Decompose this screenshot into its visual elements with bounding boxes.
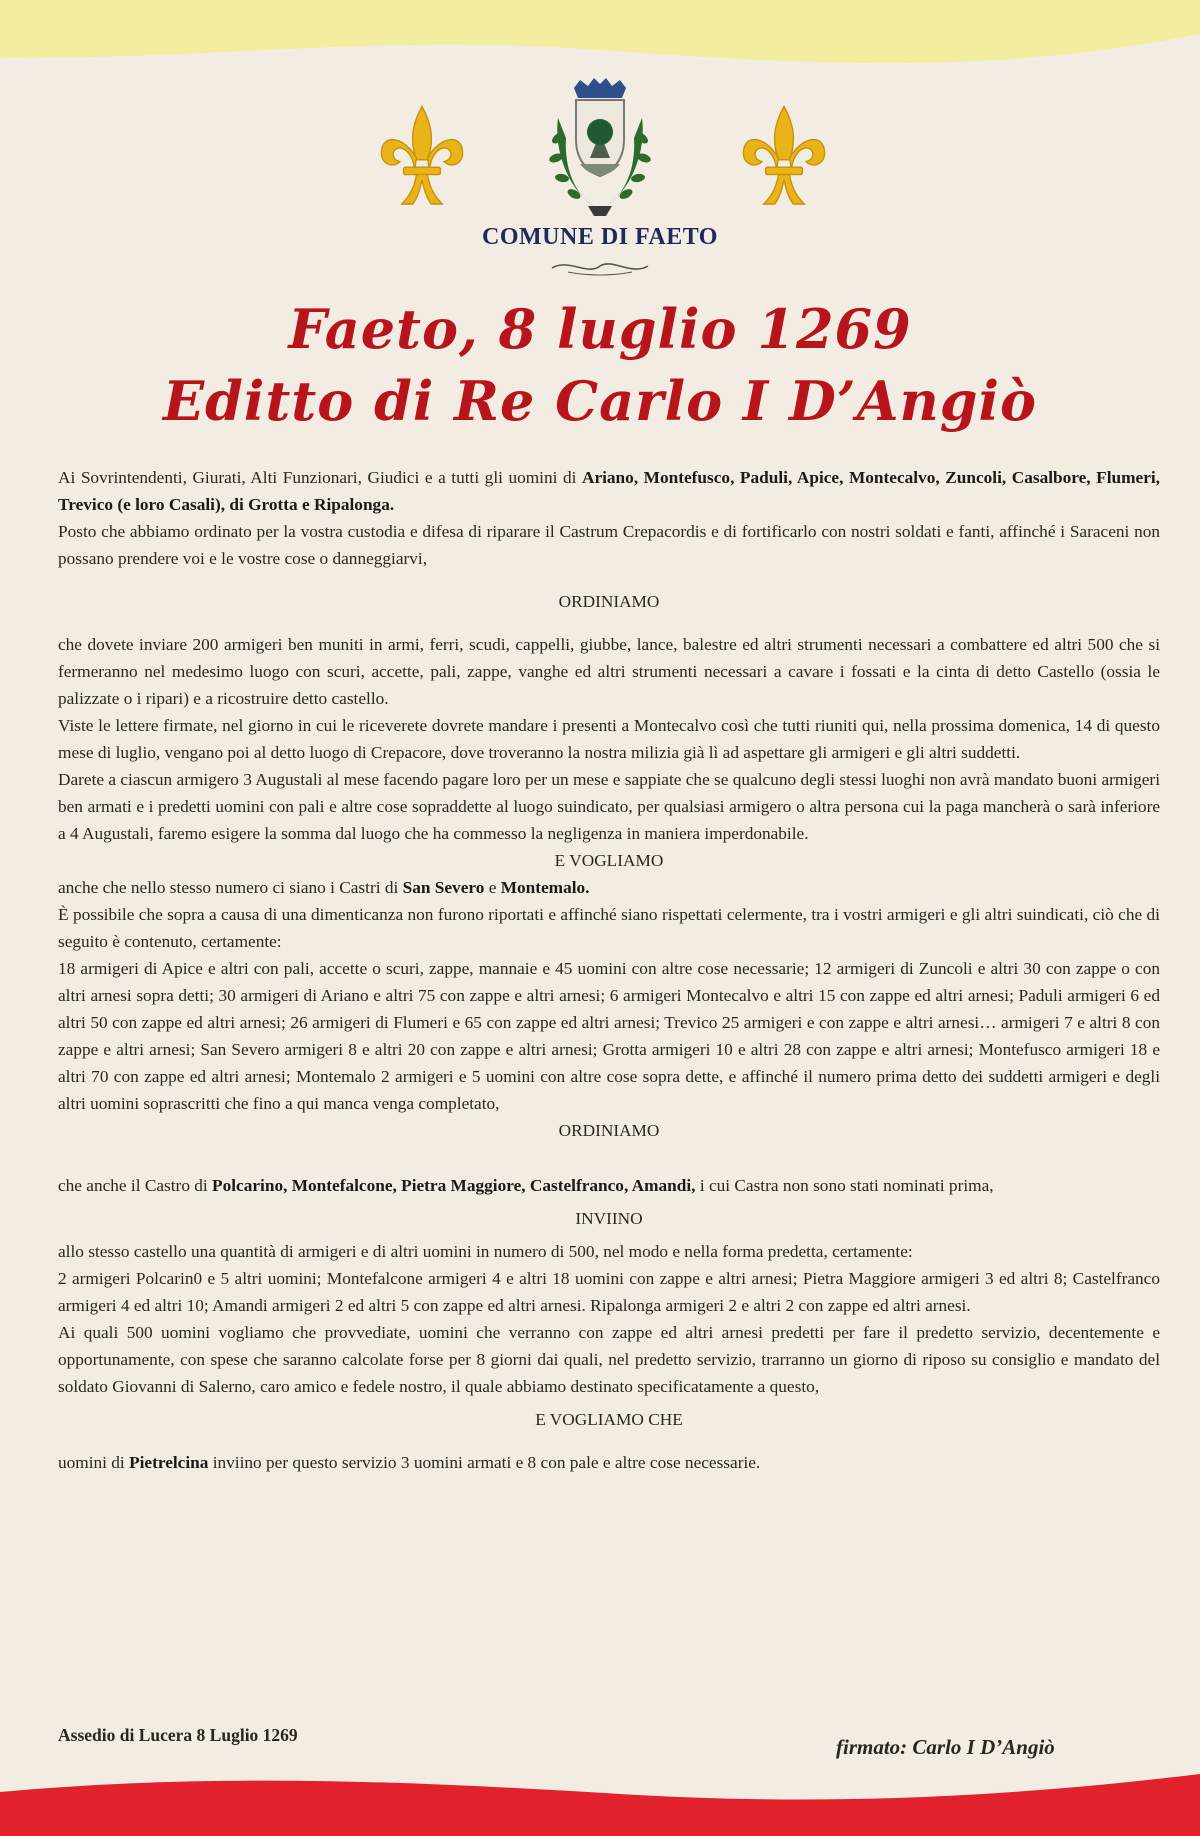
paragraph: Darete a ciascun armigero 3 Augustali al mese facendo pagare loro per un mese e sappiate che se qualcuno degli stessi luoghi non avrà mandato buoni armigeri ben armati e i predetti uomini con pali e altre cose sopraddette al luogo suindicato, per qualsiasi armigero o altra persona cui la paga mancherà o sarà inferiore a 4 Augustali, faremo esigere la somma dal luogo che ha commesso la negligenza in maniera imperdonabile. — [58, 770, 1160, 843]
place-date: Assedio di Lucera 8 Luglio 1269 — [58, 1725, 298, 1745]
paragraph: Ai quali 500 uomini vogliamo che provvediate, uomini che verranno con zappe ed altri arnesi predetti per fare il predetto servizio, decentemente e opportunamente, con spese che saranno calcolate forse per 8 giorni dai quali, nel predetto servizio, trarranno un giorno di riposo su consiglio e mandato del soldato Giovanni di Salerno, caro amico e fedele nostro, il quale abbiamo destinato specificatamente a questo, — [58, 1323, 1160, 1396]
paragraph-address: Ai Sovrintendenti, Giurati, Alti Funzionari, Giudici e a tutti gli uomini di Ariano, Montefusco, Paduli, Apice, Montecalvo, Zuncoli, Casalbore, Flumeri, Trevico (e loro Casali), di Grotta e Ripalonga. — [58, 468, 1160, 514]
header — [0, 76, 1200, 286]
paragraph: che anche il Castro di Polcarino, Montefalcone, Pietra Maggiore, Castelfranco, Amandi, i cui Castra non sono stati nominati prima, — [58, 1176, 994, 1195]
paragraph: anche che nello stesso numero ci siano i Castri di San Severo e Montemalo. — [58, 878, 590, 897]
comune-label: COMUNE DI FAETO — [482, 224, 718, 250]
section-heading: ORDINIAMO — [558, 592, 660, 611]
signature: firmato: Carlo I D’Angiò — [836, 1735, 1055, 1759]
section-heading: ORDINIAMO — [558, 1121, 660, 1140]
paragraph: che dovete inviare 200 armigeri ben muniti in armi, ferri, scudi, cappelli, giubbe, lance, balestre ed altri strumenti necessari a combattere ed altri 500 che si fermeranno nel medesimo luogo con scuri, accette, pali, zappe, vanghe ed altri strumenti necessari a cavare i fossati e la cinta di detto Castello (ossia le palizzate o i ripari) e a ricostruire detto castello. — [58, 635, 1160, 708]
ornament-swirl — [548, 256, 652, 278]
edict-body — [58, 464, 1160, 1476]
section-heading: E VOGLIAMO — [554, 851, 664, 870]
title-line-2: Editto di Re Carlo I D’Angiò — [162, 369, 1038, 433]
paragraph: Viste le lettere firmate, nel giorno in cui le riceverete dovrete mandare i presenti a Montecalvo così che tutti riuniti qui, nella prossima domenica, 14 di questo mese di luglio, vengano poi al detto luogo di Crepacore, dove troveranno la nostra milizia già lì ad aspettare gli armigeri e gli altri suddetti. — [58, 716, 1160, 762]
paragraph: uomini di Pietrelcina inviino per questo servizio 3 uomini armati e 8 con pale e altre cose necessarie. — [58, 1453, 761, 1472]
fleur-de-lis-icon — [376, 102, 468, 214]
paragraph: allo stesso castello una quantità di armigeri e di altri uomini in numero di 500, nel modo e nella forma predetta, certamente: — [58, 1242, 913, 1261]
title-line-1: Faeto, 8 luglio 1269 — [288, 297, 912, 361]
fleur-de-lis-icon — [738, 102, 830, 214]
paragraph: È possibile che sopra a causa di una dimenticanza non furono riportati e affinché siano rispettati celermente, tra i vostri armigeri e gli altri suindicati, ciò che di seguito è contenuto, certamente: — [58, 905, 1160, 951]
paragraph: Posto che abbiamo ordinato per la vostra custodia e difesa di riparare il Castrum Crepacordis e di fortificarlo con nostri soldati e fanti, affinché i Saraceni non possano prendere voi e le vostre cose o danneggiarvi, — [58, 522, 1160, 568]
paragraph: 2 armigeri Polcarin0 e 5 altri uomini; Montefalcone armigeri 4 e altri 18 uomini con zappe e altri arnesi; Pietra Maggiore armigeri 3 ed altri 8; Castelfranco armigeri 4 ed altri 10; Amandi armigeri 2 ed altri 5 con zappe ed altri arnesi. Ripalonga armigeri 2 e altri 2 con zappe ed altri arnesi. — [58, 1269, 1160, 1315]
section-heading: E VOGLIAMO CHE — [535, 1410, 683, 1429]
paragraph: 18 armigeri di Apice e altri con pali, accette o scuri, zappe, mannaie e 45 uomini con altre cose necessarie; 12 armigeri di Zuncoli e altri 30 con zappe o con altri arnesi sopra detti; 30 armigeri di Ariano e altri 75 con zappe e altri arnesi; 6 armigeri Montecalvo e altri 15 con zappe ed altri arnesi; Paduli armigeri 6 ed altri 50 con zappe ed altri arnesi; 26 armigeri di Flumeri e 65 con zappe ed altri arnesi; Trevico 25 armigeri e con zappe e altri arnesi… armigeri 7 e altri 8 con zappe e altri arnesi; San Severo armigeri 8 e altri 20 con zappe e altri arnesi; Grotta armigeri 10 e altri 28 con zappe e altri arnesi; Montefusco armigeri 18 e altri 70 con zappe ed altri arnesi; Montemalo 2 armigeri e 5 uomini con altre cose sopra dette, e affinché il numero prima detto dei suddetti armigeri e degli altri uomini soprascritti che fino a qui manca venga completato, — [58, 959, 1160, 1113]
bottom-wave-band — [0, 1746, 1200, 1836]
municipal-crest — [536, 78, 664, 224]
section-heading: INVIINO — [575, 1209, 643, 1228]
towns-list: Ariano, Montefusco, Paduli, Apice, Montecalvo, Zuncoli, Casalbore, Flumeri, Trevico (e loro Casali), di Grotta e Ripalonga. — [58, 468, 1160, 514]
